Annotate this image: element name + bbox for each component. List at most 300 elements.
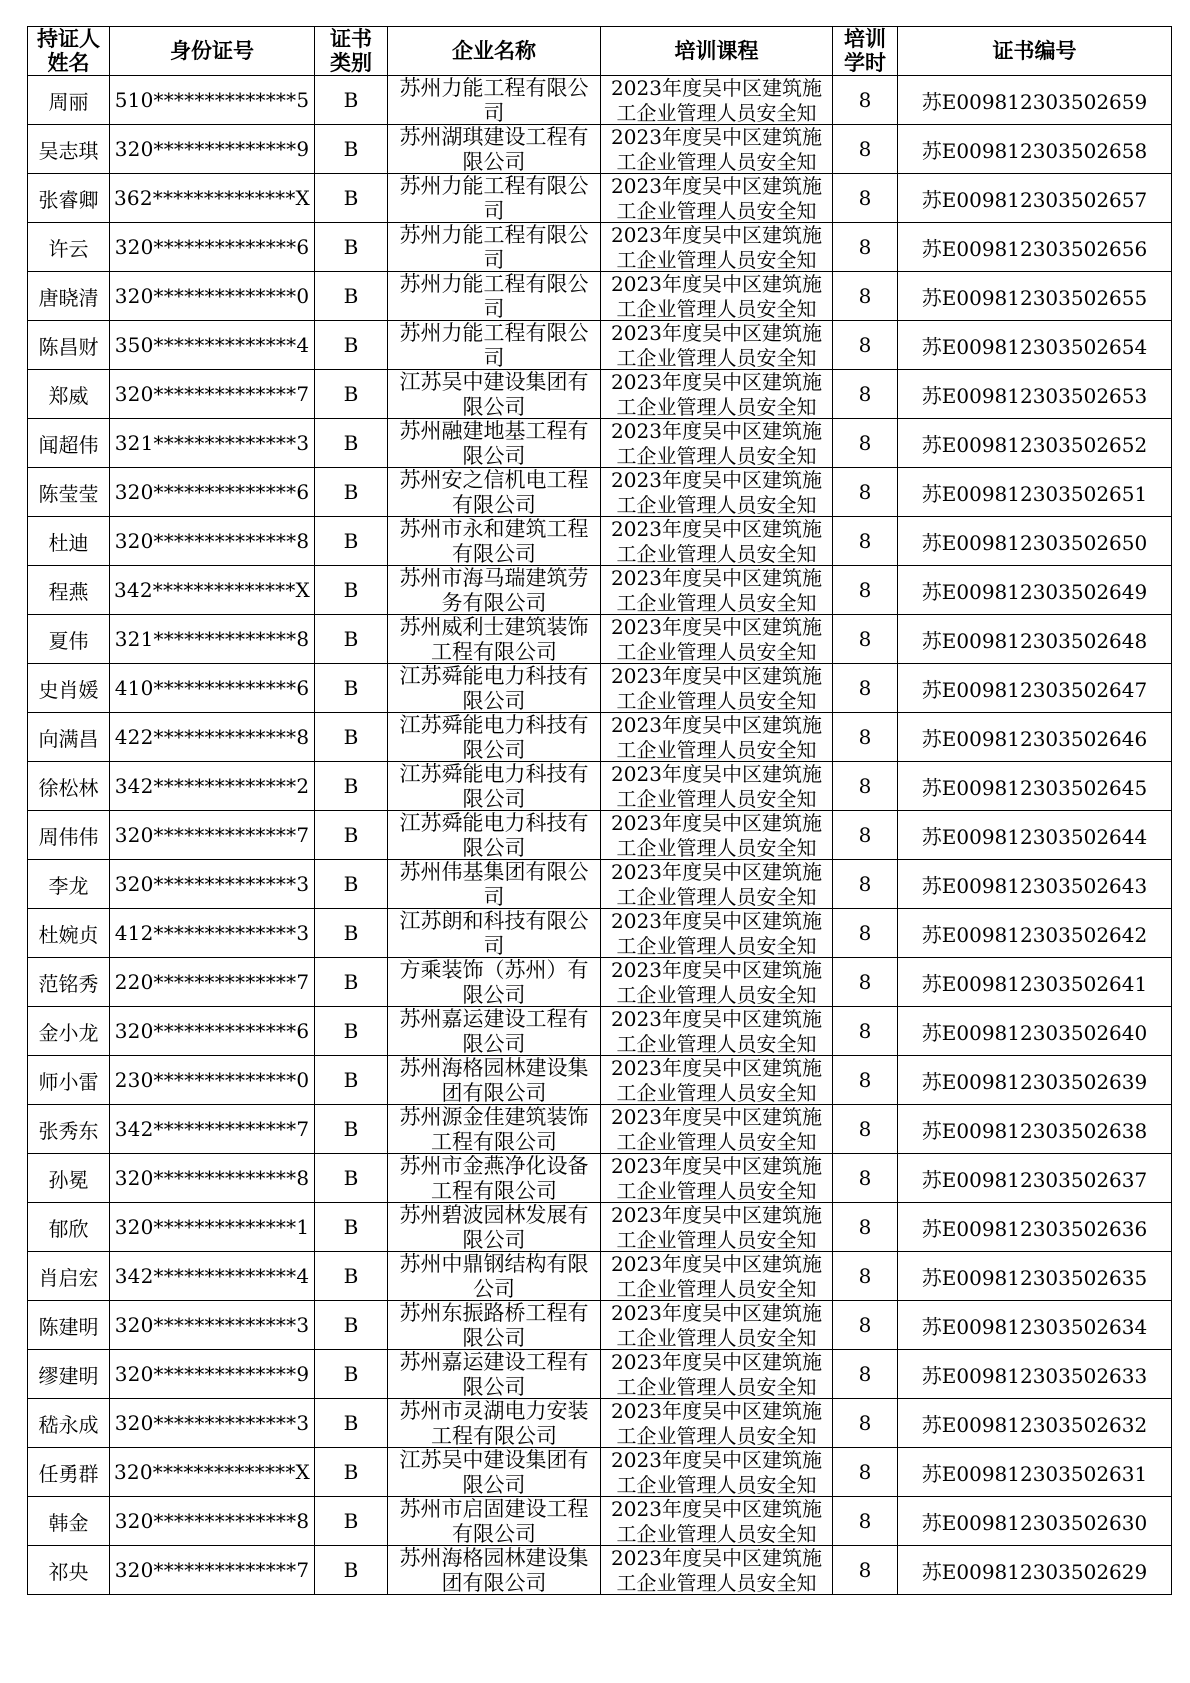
hours-cell: 8	[833, 174, 898, 223]
id-number-cell: 320**************6	[110, 1007, 315, 1056]
holder-name-cell: 陈昌财	[28, 321, 110, 370]
table-row	[28, 713, 1172, 762]
holder-name-cell: 许云	[28, 223, 110, 272]
table-row	[28, 615, 1172, 664]
course-cell	[601, 566, 833, 615]
cert-type-cell: B	[315, 1399, 388, 1448]
course-cell-text: 2023年度吴中区建筑施工企业管理人员安全知	[611, 1546, 822, 1594]
course-cell	[601, 762, 833, 811]
company-cell-text: 江苏吴中建设集团有限公司	[399, 1448, 589, 1496]
course-cell	[601, 1007, 833, 1056]
hours-cell: 8	[833, 1301, 898, 1350]
id-number-cell: 320**************7	[110, 811, 315, 860]
cert-number-cell: 苏E009812303502647	[898, 664, 1172, 713]
course-cell	[601, 76, 833, 125]
holder-name-cell: 范铭秀	[28, 958, 110, 1007]
company-cell-text: 苏州安之信机电工程有限公司	[399, 468, 589, 516]
hours-cell: 8	[833, 958, 898, 1007]
cert-number-cell: 苏E009812303502654	[898, 321, 1172, 370]
company-cell-text: 方乘装饰（苏州）有限公司	[399, 958, 589, 1006]
cert-type-cell: B	[315, 860, 388, 909]
company-cell	[388, 1399, 601, 1448]
table-row	[28, 1399, 1172, 1448]
company-cell	[388, 419, 601, 468]
course-cell-text: 2023年度吴中区建筑施工企业管理人员安全知	[611, 1252, 822, 1300]
id-number-cell: 320**************9	[110, 125, 315, 174]
company-cell	[388, 1448, 601, 1497]
course-cell	[601, 860, 833, 909]
header-cert-number: 证书编号	[898, 27, 1172, 76]
header-cert-type: 证书 类别	[315, 27, 388, 76]
id-number-cell: 350**************4	[110, 321, 315, 370]
course-cell-text: 2023年度吴中区建筑施工企业管理人员安全知	[611, 321, 822, 369]
cert-number-cell: 苏E009812303502653	[898, 370, 1172, 419]
holder-name-cell: 韩金	[28, 1497, 110, 1546]
certificate-table	[27, 26, 1172, 1595]
course-cell	[601, 811, 833, 860]
course-cell	[601, 321, 833, 370]
company-cell-text: 苏州碧波园林发展有限公司	[399, 1203, 589, 1251]
cert-type-cell: B	[315, 1301, 388, 1350]
cert-number-cell: 苏E009812303502652	[898, 419, 1172, 468]
course-cell	[601, 1350, 833, 1399]
course-cell-text: 2023年度吴中区建筑施工企业管理人员安全知	[611, 174, 822, 222]
table-row	[28, 1154, 1172, 1203]
header-id-number: 身份证号	[110, 27, 315, 76]
company-cell	[388, 1154, 601, 1203]
company-cell	[388, 615, 601, 664]
course-cell-text: 2023年度吴中区建筑施工企业管理人员安全知	[611, 468, 822, 516]
holder-name-cell: 唐晓清	[28, 272, 110, 321]
company-cell-text: 苏州伟基集团有限公司	[399, 860, 589, 908]
company-cell-text: 江苏舜能电力科技有限公司	[399, 762, 589, 810]
company-cell-text: 苏州力能工程有限公司	[399, 272, 589, 320]
hours-cell: 8	[833, 1546, 898, 1595]
course-cell-text: 2023年度吴中区建筑施工企业管理人员安全知	[611, 1448, 822, 1496]
company-cell-text: 苏州力能工程有限公司	[399, 321, 589, 369]
holder-name-cell: 夏伟	[28, 615, 110, 664]
cert-type-cell: B	[315, 811, 388, 860]
id-number-cell: 220**************7	[110, 958, 315, 1007]
holder-name-cell: 杜迪	[28, 517, 110, 566]
course-cell-text: 2023年度吴中区建筑施工企业管理人员安全知	[611, 419, 822, 467]
course-cell	[601, 958, 833, 1007]
course-cell-text: 2023年度吴中区建筑施工企业管理人员安全知	[611, 125, 822, 173]
company-cell	[388, 223, 601, 272]
id-number-cell: 320**************3	[110, 1301, 315, 1350]
company-cell-text: 苏州市永和建筑工程有限公司	[399, 517, 589, 565]
course-cell	[601, 1301, 833, 1350]
cert-number-cell: 苏E009812303502657	[898, 174, 1172, 223]
company-cell-text: 江苏朗和科技有限公司	[399, 909, 589, 957]
company-cell	[388, 1203, 601, 1252]
holder-name-cell: 张睿卿	[28, 174, 110, 223]
cert-type-cell: B	[315, 1154, 388, 1203]
cert-number-cell: 苏E009812303502646	[898, 713, 1172, 762]
cert-number-cell: 苏E009812303502656	[898, 223, 1172, 272]
header-row	[28, 27, 1172, 76]
id-number-cell: 321**************8	[110, 615, 315, 664]
cert-type-cell: B	[315, 909, 388, 958]
company-cell-text: 苏州海格园林建设集团有限公司	[399, 1546, 589, 1594]
table-row	[28, 1203, 1172, 1252]
table-row	[28, 1252, 1172, 1301]
hours-cell: 8	[833, 566, 898, 615]
table-row	[28, 566, 1172, 615]
holder-name-cell: 肖启宏	[28, 1252, 110, 1301]
company-cell-text: 苏州威利士建筑装饰工程有限公司	[399, 615, 589, 663]
id-number-cell: 422**************8	[110, 713, 315, 762]
company-cell-text: 苏州市启固建设工程有限公司	[399, 1497, 589, 1545]
holder-name-cell: 吴志琪	[28, 125, 110, 174]
company-cell	[388, 370, 601, 419]
course-cell-text: 2023年度吴中区建筑施工企业管理人员安全知	[611, 1399, 822, 1447]
hours-cell: 8	[833, 1350, 898, 1399]
company-cell	[388, 909, 601, 958]
course-cell-text: 2023年度吴中区建筑施工企业管理人员安全知	[611, 762, 822, 810]
id-number-cell: 320**************1	[110, 1203, 315, 1252]
cert-number-cell: 苏E009812303502636	[898, 1203, 1172, 1252]
table-row	[28, 1056, 1172, 1105]
company-cell	[388, 1056, 601, 1105]
course-cell-text: 2023年度吴中区建筑施工企业管理人员安全知	[611, 909, 822, 957]
holder-name-cell: 郑威	[28, 370, 110, 419]
course-cell	[601, 909, 833, 958]
course-cell-text: 2023年度吴中区建筑施工企业管理人员安全知	[611, 958, 822, 1006]
holder-name-cell: 李龙	[28, 860, 110, 909]
hours-cell: 8	[833, 1448, 898, 1497]
id-number-cell: 342**************7	[110, 1105, 315, 1154]
holder-name-cell: 程燕	[28, 566, 110, 615]
id-number-cell: 320**************6	[110, 223, 315, 272]
company-cell	[388, 762, 601, 811]
course-cell-text: 2023年度吴中区建筑施工企业管理人员安全知	[611, 1497, 822, 1545]
header-holder-name: 持证人 姓名	[28, 27, 110, 76]
id-number-cell: 320**************6	[110, 468, 315, 517]
cert-type-cell: B	[315, 419, 388, 468]
course-cell-text: 2023年度吴中区建筑施工企业管理人员安全知	[611, 1056, 822, 1104]
table-row	[28, 1301, 1172, 1350]
holder-name-cell: 嵇永成	[28, 1399, 110, 1448]
cert-type-cell: B	[315, 1497, 388, 1546]
table-row	[28, 1448, 1172, 1497]
company-cell	[388, 860, 601, 909]
hours-cell: 8	[833, 1154, 898, 1203]
holder-name-cell: 师小雷	[28, 1056, 110, 1105]
company-cell-text: 苏州融建地基工程有限公司	[399, 419, 589, 467]
company-cell-text: 苏州力能工程有限公司	[399, 174, 589, 222]
company-cell-text: 苏州海格园林建设集团有限公司	[399, 1056, 589, 1104]
hours-cell: 8	[833, 419, 898, 468]
id-number-cell: 410**************6	[110, 664, 315, 713]
holder-name-cell: 孙冕	[28, 1154, 110, 1203]
course-cell-text: 2023年度吴中区建筑施工企业管理人员安全知	[611, 517, 822, 565]
table-row	[28, 174, 1172, 223]
table-row	[28, 76, 1172, 125]
hours-cell: 8	[833, 125, 898, 174]
hours-cell: 8	[833, 1497, 898, 1546]
cert-type-cell: B	[315, 125, 388, 174]
company-cell	[388, 664, 601, 713]
table-body	[28, 76, 1172, 1595]
company-cell-text: 苏州嘉运建设工程有限公司	[399, 1350, 589, 1398]
hours-cell: 8	[833, 1056, 898, 1105]
cert-number-cell: 苏E009812303502651	[898, 468, 1172, 517]
course-cell-text: 2023年度吴中区建筑施工企业管理人员安全知	[611, 1007, 822, 1055]
company-cell	[388, 174, 601, 223]
holder-name-cell: 向满昌	[28, 713, 110, 762]
cert-number-cell: 苏E009812303502650	[898, 517, 1172, 566]
course-cell-text: 2023年度吴中区建筑施工企业管理人员安全知	[611, 713, 822, 761]
course-cell	[601, 272, 833, 321]
hours-cell: 8	[833, 762, 898, 811]
company-cell-text: 江苏舜能电力科技有限公司	[399, 811, 589, 859]
hours-cell: 8	[833, 321, 898, 370]
course-cell	[601, 1448, 833, 1497]
course-cell	[601, 1252, 833, 1301]
holder-name-cell: 任勇群	[28, 1448, 110, 1497]
table-row	[28, 321, 1172, 370]
cert-number-cell: 苏E009812303502629	[898, 1546, 1172, 1595]
course-cell	[601, 1154, 833, 1203]
course-cell-text: 2023年度吴中区建筑施工企业管理人员安全知	[611, 615, 822, 663]
hours-cell: 8	[833, 223, 898, 272]
hours-cell: 8	[833, 370, 898, 419]
company-cell	[388, 1497, 601, 1546]
company-cell-text: 苏州湖琪建设工程有限公司	[399, 125, 589, 173]
cert-type-cell: B	[315, 1448, 388, 1497]
table-row	[28, 125, 1172, 174]
course-cell	[601, 370, 833, 419]
cert-number-cell: 苏E009812303502643	[898, 860, 1172, 909]
company-cell	[388, 517, 601, 566]
cert-number-cell: 苏E009812303502659	[898, 76, 1172, 125]
table-row	[28, 223, 1172, 272]
id-number-cell: 320**************3	[110, 1399, 315, 1448]
company-cell	[388, 958, 601, 1007]
id-number-cell: 412**************3	[110, 909, 315, 958]
company-cell	[388, 1105, 601, 1154]
header-company: 企业名称	[388, 27, 601, 76]
company-cell	[388, 1301, 601, 1350]
course-cell-text: 2023年度吴中区建筑施工企业管理人员安全知	[611, 1350, 822, 1398]
cert-type-cell: B	[315, 174, 388, 223]
holder-name-cell: 杜婉贞	[28, 909, 110, 958]
cert-type-cell: B	[315, 76, 388, 125]
id-number-cell: 321**************3	[110, 419, 315, 468]
table-row	[28, 811, 1172, 860]
company-cell-text: 苏州市海马瑞建筑劳务有限公司	[399, 566, 589, 614]
hours-cell: 8	[833, 272, 898, 321]
course-cell-text: 2023年度吴中区建筑施工企业管理人员安全知	[611, 664, 822, 712]
cert-number-cell: 苏E009812303502637	[898, 1154, 1172, 1203]
table-row	[28, 517, 1172, 566]
table-row	[28, 370, 1172, 419]
holder-name-cell: 金小龙	[28, 1007, 110, 1056]
table-row	[28, 1546, 1172, 1595]
holder-name-cell: 闻超伟	[28, 419, 110, 468]
company-cell	[388, 811, 601, 860]
cert-type-cell: B	[315, 468, 388, 517]
id-number-cell: 510**************5	[110, 76, 315, 125]
cert-type-cell: B	[315, 1350, 388, 1399]
cert-type-cell: B	[315, 713, 388, 762]
course-cell-text: 2023年度吴中区建筑施工企业管理人员安全知	[611, 370, 822, 418]
cert-number-cell: 苏E009812303502631	[898, 1448, 1172, 1497]
header-course: 培训课程	[601, 27, 833, 76]
course-cell-text: 2023年度吴中区建筑施工企业管理人员安全知	[611, 860, 822, 908]
course-cell-text: 2023年度吴中区建筑施工企业管理人员安全知	[611, 566, 822, 614]
company-cell-text: 江苏舜能电力科技有限公司	[399, 713, 589, 761]
table-row	[28, 1007, 1172, 1056]
holder-name-cell: 陈莹莹	[28, 468, 110, 517]
id-number-cell: 320**************7	[110, 1546, 315, 1595]
holder-name-cell: 郁欣	[28, 1203, 110, 1252]
company-cell	[388, 125, 601, 174]
company-cell-text: 苏州嘉运建设工程有限公司	[399, 1007, 589, 1055]
cert-number-cell: 苏E009812303502638	[898, 1105, 1172, 1154]
company-cell	[388, 468, 601, 517]
hours-cell: 8	[833, 1007, 898, 1056]
hours-cell: 8	[833, 664, 898, 713]
company-cell	[388, 1252, 601, 1301]
holder-name-cell: 缪建明	[28, 1350, 110, 1399]
company-cell-text: 苏州力能工程有限公司	[399, 76, 589, 124]
cert-number-cell: 苏E009812303502641	[898, 958, 1172, 1007]
table-row	[28, 762, 1172, 811]
table-row	[28, 1350, 1172, 1399]
hours-cell: 8	[833, 860, 898, 909]
course-cell	[601, 1105, 833, 1154]
course-cell	[601, 1546, 833, 1595]
table-row	[28, 909, 1172, 958]
cert-type-cell: B	[315, 1007, 388, 1056]
course-cell	[601, 174, 833, 223]
cert-type-cell: B	[315, 1056, 388, 1105]
course-cell	[601, 713, 833, 762]
table-row	[28, 664, 1172, 713]
course-cell	[601, 1203, 833, 1252]
id-number-cell: 342**************X	[110, 566, 315, 615]
table-row	[28, 1497, 1172, 1546]
company-cell-text: 苏州力能工程有限公司	[399, 223, 589, 271]
cert-number-cell: 苏E009812303502649	[898, 566, 1172, 615]
course-cell	[601, 125, 833, 174]
hours-cell: 8	[833, 1203, 898, 1252]
course-cell-text: 2023年度吴中区建筑施工企业管理人员安全知	[611, 1301, 822, 1349]
hours-cell: 8	[833, 615, 898, 664]
id-number-cell: 320**************3	[110, 860, 315, 909]
course-cell-text: 2023年度吴中区建筑施工企业管理人员安全知	[611, 223, 822, 271]
cert-type-cell: B	[315, 223, 388, 272]
holder-name-cell: 史肖媛	[28, 664, 110, 713]
cert-type-cell: B	[315, 664, 388, 713]
cert-number-cell: 苏E009812303502640	[898, 1007, 1172, 1056]
holder-name-cell: 陈建明	[28, 1301, 110, 1350]
cert-number-cell: 苏E009812303502632	[898, 1399, 1172, 1448]
course-cell	[601, 1399, 833, 1448]
cert-type-cell: B	[315, 1203, 388, 1252]
holder-name-cell: 张秀东	[28, 1105, 110, 1154]
cert-type-cell: B	[315, 1105, 388, 1154]
table-row	[28, 1105, 1172, 1154]
course-cell-text: 2023年度吴中区建筑施工企业管理人员安全知	[611, 272, 822, 320]
hours-cell: 8	[833, 811, 898, 860]
id-number-cell: 362**************X	[110, 174, 315, 223]
company-cell-text: 苏州市灵湖电力安装工程有限公司	[399, 1399, 589, 1447]
course-cell-text: 2023年度吴中区建筑施工企业管理人员安全知	[611, 811, 822, 859]
course-cell	[601, 419, 833, 468]
hours-cell: 8	[833, 909, 898, 958]
company-cell-text: 苏州东振路桥工程有限公司	[399, 1301, 589, 1349]
company-cell-text: 江苏舜能电力科技有限公司	[399, 664, 589, 712]
company-cell	[388, 321, 601, 370]
cert-number-cell: 苏E009812303502645	[898, 762, 1172, 811]
holder-name-cell: 周伟伟	[28, 811, 110, 860]
hours-cell: 8	[833, 713, 898, 762]
company-cell	[388, 76, 601, 125]
company-cell-text: 苏州源金佳建筑装饰工程有限公司	[399, 1105, 589, 1153]
id-number-cell: 320**************0	[110, 272, 315, 321]
course-cell	[601, 664, 833, 713]
company-cell	[388, 1007, 601, 1056]
course-cell	[601, 223, 833, 272]
hours-cell: 8	[833, 517, 898, 566]
course-cell-text: 2023年度吴中区建筑施工企业管理人员安全知	[611, 76, 822, 124]
company-cell	[388, 272, 601, 321]
cert-type-cell: B	[315, 321, 388, 370]
hours-cell: 8	[833, 468, 898, 517]
holder-name-cell: 徐松林	[28, 762, 110, 811]
course-cell-text: 2023年度吴中区建筑施工企业管理人员安全知	[611, 1154, 822, 1202]
cert-type-cell: B	[315, 958, 388, 1007]
course-cell	[601, 468, 833, 517]
course-cell-text: 2023年度吴中区建筑施工企业管理人员安全知	[611, 1105, 822, 1153]
id-number-cell: 320**************8	[110, 1154, 315, 1203]
hours-cell: 8	[833, 1105, 898, 1154]
cert-type-cell: B	[315, 370, 388, 419]
id-number-cell: 320**************8	[110, 1497, 315, 1546]
table-row	[28, 272, 1172, 321]
table-row	[28, 860, 1172, 909]
cert-number-cell: 苏E009812303502635	[898, 1252, 1172, 1301]
cert-number-cell: 苏E009812303502648	[898, 615, 1172, 664]
company-cell	[388, 566, 601, 615]
id-number-cell: 320**************9	[110, 1350, 315, 1399]
cert-number-cell: 苏E009812303502633	[898, 1350, 1172, 1399]
hours-cell: 8	[833, 76, 898, 125]
header-hours: 培训 学时	[833, 27, 898, 76]
course-cell	[601, 1497, 833, 1546]
hours-cell: 8	[833, 1252, 898, 1301]
id-number-cell: 342**************2	[110, 762, 315, 811]
company-cell-text: 江苏吴中建设集团有限公司	[399, 370, 589, 418]
cert-type-cell: B	[315, 615, 388, 664]
company-cell	[388, 1546, 601, 1595]
table-row	[28, 958, 1172, 1007]
table-row	[28, 419, 1172, 468]
course-cell	[601, 517, 833, 566]
holder-name-cell: 祁央	[28, 1546, 110, 1595]
id-number-cell: 320**************X	[110, 1448, 315, 1497]
company-cell-text: 苏州市金燕净化设备工程有限公司	[399, 1154, 589, 1202]
cert-type-cell: B	[315, 272, 388, 321]
cert-number-cell: 苏E009812303502634	[898, 1301, 1172, 1350]
company-cell-text: 苏州中鼎钢结构有限公司	[399, 1252, 589, 1300]
cert-number-cell: 苏E009812303502658	[898, 125, 1172, 174]
id-number-cell: 230**************0	[110, 1056, 315, 1105]
cert-number-cell: 苏E009812303502642	[898, 909, 1172, 958]
